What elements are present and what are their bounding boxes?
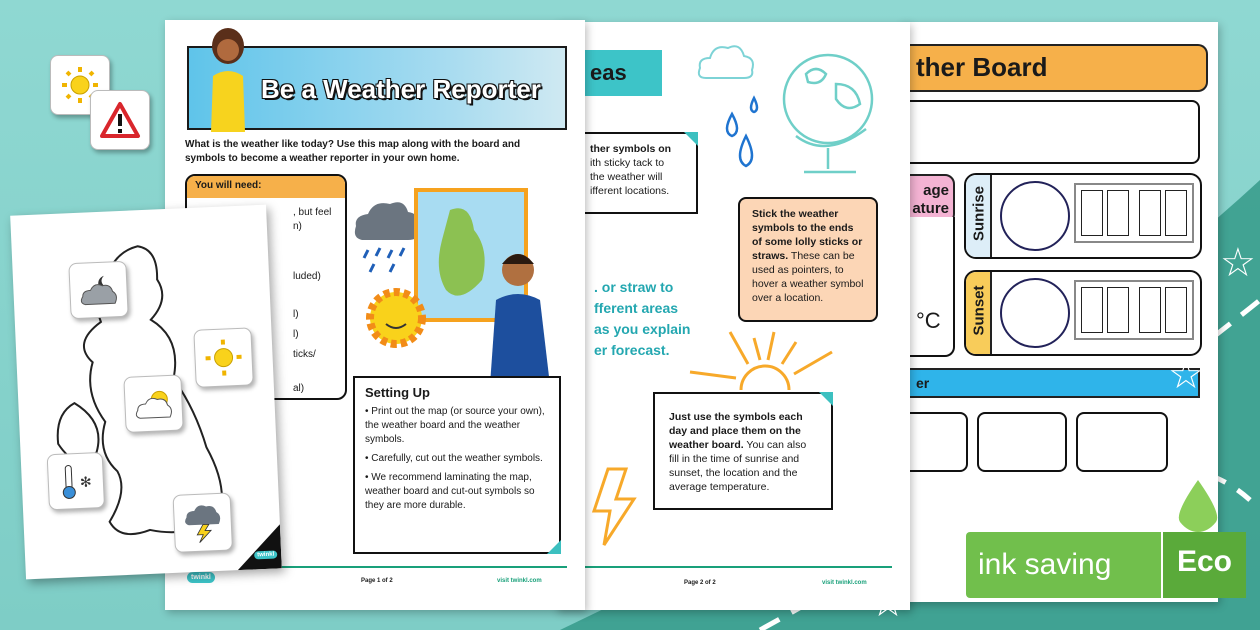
star-icon: ☆ [1220, 241, 1256, 285]
box1-line: ith sticky tack to [590, 157, 665, 169]
page2-teal-text [594, 277, 690, 361]
reporter-woman-illustration [205, 26, 251, 132]
sunset-label: Sunset [970, 285, 988, 336]
teal-line: as you explain [594, 321, 691, 337]
leaf-drop-icon [1170, 478, 1226, 532]
sunrise-label: Sunrise [970, 185, 988, 242]
moon-cloud-icon [78, 271, 120, 309]
sun-symbol [193, 327, 253, 387]
warning-icon [99, 101, 141, 139]
cold-symbol [47, 452, 105, 510]
need-item: , but feel [293, 207, 332, 218]
page2-footer-line [574, 566, 892, 568]
eco-label: Eco [1161, 532, 1246, 598]
location-box [900, 100, 1200, 164]
temperature-unit: °C [916, 308, 941, 333]
intro-text: What is the weather like today? Use this map along with the board and symbols to become a weather reporter in your own home. [185, 139, 521, 164]
sunrise-row [964, 173, 1202, 259]
ink-saving-eco-badge [966, 532, 1246, 598]
cloud-outline-icon [696, 40, 758, 84]
map-twinkl-logo: twinkl [254, 550, 277, 559]
sunset-clock[interactable] [1000, 278, 1070, 348]
box2-bold-text: Stick the weather symbols to the ends of some lolly sticks or straws. [752, 208, 863, 262]
page1-site-link[interactable]: visit twinkl.com [497, 578, 542, 584]
setting-up-box [353, 376, 561, 554]
need-item: n) [293, 221, 302, 232]
page2-box-daily [653, 392, 833, 510]
temperature-label-line1: age [923, 182, 949, 199]
page1-number: Page 1 of 2 [361, 578, 393, 584]
page2-box-lolly-sticks [738, 197, 878, 322]
sunset-row [964, 270, 1202, 356]
raindrops-icon [718, 92, 768, 182]
box3-bold-text: Just use the symbols each day and place them on the weather board. [669, 411, 803, 451]
need-item: al) [293, 383, 305, 394]
need-item: luded) [293, 271, 321, 282]
weather-scene-illustration [350, 180, 580, 385]
page-two [556, 22, 910, 610]
box1-line: ifferent locations. [590, 185, 670, 197]
twinkl-logo: twinkl [187, 572, 215, 583]
teal-line: . or straw to [594, 279, 674, 295]
setting-up-heading: Setting Up [365, 385, 430, 400]
star-icon: ☆ [1130, 421, 1166, 465]
teal-line: fferent areas [594, 300, 679, 316]
board-title-bar: ther Board [900, 44, 1208, 92]
temperature-label-line2: ature [912, 200, 949, 217]
setting-up-bullet: • Print out the map (or source your own), the weather board and the weather symbols. [365, 406, 545, 445]
lightning-outline-icon [590, 467, 640, 547]
need-item: l) [293, 309, 299, 320]
sun-icon [203, 337, 245, 379]
storm-cloud-icon [182, 502, 224, 544]
ink-saving-label: ink saving [978, 548, 1112, 581]
weather-band: er [900, 368, 1200, 398]
need-item: l) [293, 329, 299, 340]
box1-line: ther symbols on [590, 143, 672, 155]
sun-cloud-icon [133, 385, 175, 423]
star-icon: ☆ [870, 581, 906, 625]
you-will-need-heading: You will need: [187, 176, 345, 198]
need-item: ticks/ [293, 349, 316, 360]
star-icon: ☆ [1168, 353, 1204, 397]
globe-icon [776, 44, 886, 184]
box3-text: You can also fill in the time of sunrise and sunset, the location and the average temperature. [669, 439, 807, 493]
box1-line: the weather will [590, 171, 663, 183]
map-sheet [10, 205, 282, 580]
sunrise-clock[interactable] [1000, 181, 1070, 251]
thermometer-snow-icon [55, 460, 97, 502]
sunset-time-digits[interactable] [1074, 280, 1194, 340]
setting-up-bullet: • We recommend laminating the map, weather board and cut-out symbols so they are more durable. [365, 472, 535, 511]
night-cloud-symbol [68, 261, 128, 319]
box2-text: These can be used as pointers, to hover a weather symbol over a location. [752, 250, 864, 304]
page2-heading: eas [578, 50, 662, 96]
warning-symbol-card [90, 90, 150, 150]
map-corner-logo [236, 524, 282, 570]
page-title: Be a Weather Reporter [261, 74, 541, 104]
page2-number: Page 2 of 2 [684, 580, 716, 586]
weather-slot-1 [900, 412, 968, 472]
sun-cloud-symbol [123, 374, 183, 432]
sun-outline-icon [686, 322, 836, 392]
sunrise-time-digits[interactable] [1074, 183, 1194, 243]
storm-symbol [173, 492, 233, 552]
setting-up-bullet: • Carefully, cut out the weather symbols. [365, 453, 543, 464]
weather-slot-2 [977, 412, 1067, 472]
teal-line: er forecast. [594, 342, 670, 358]
page2-site-link[interactable]: visit twinkl.com [822, 580, 867, 586]
svg-text:✻: ✻ [79, 473, 92, 490]
